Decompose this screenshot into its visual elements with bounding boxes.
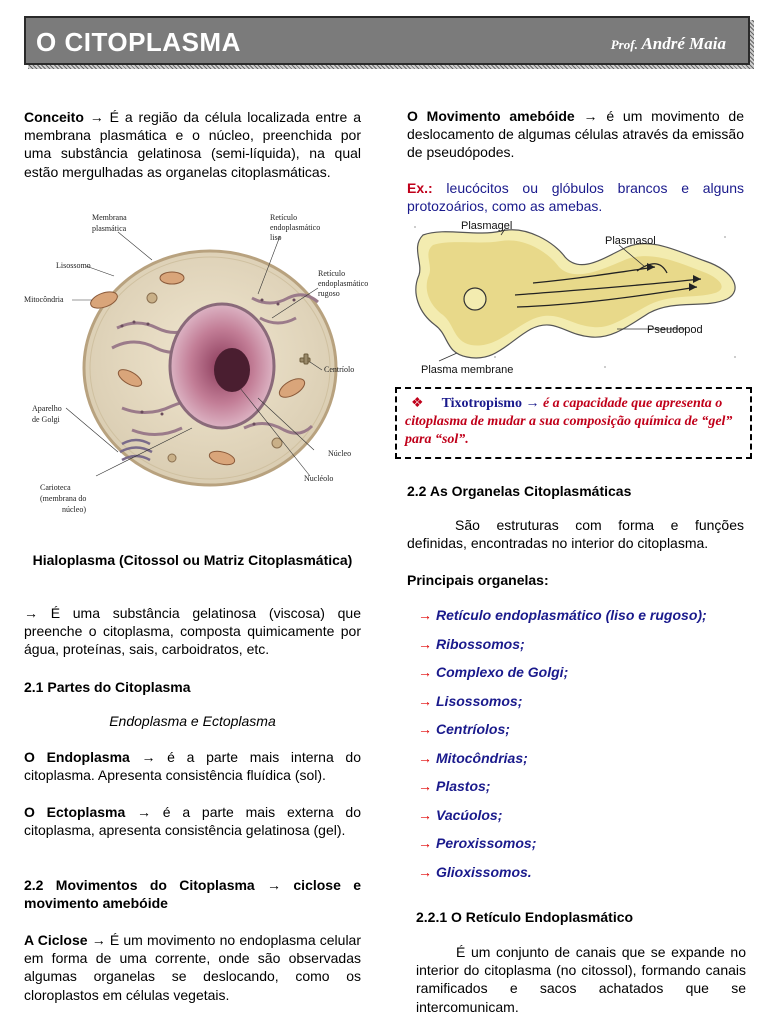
movimento-ameboide-text: → é um movimento de deslocamento de algumas células através da emissão de pseudópodes. — [407, 108, 744, 161]
endoplasma-term: O Endoplasma — [24, 749, 130, 765]
svg-text:Membrana: Membrana — [92, 213, 127, 222]
ectoplasma-paragraph — [24, 803, 361, 839]
svg-text:endoplasmático: endoplasmático — [270, 223, 321, 232]
arrow-icon: → — [418, 835, 432, 851]
arrow-icon: → — [418, 721, 432, 737]
hialoplasma-title: Hialoplasma (Citossol ou Matriz Citoplasmática) — [32, 552, 353, 568]
svg-text:Mitocôndria: Mitocôndria — [24, 295, 64, 304]
arrow-icon: → — [418, 749, 432, 766]
movimento-ameboide-paragraph — [407, 107, 744, 162]
svg-text:liso: liso — [270, 233, 282, 242]
label-plasma-membrane: Plasma membrane — [421, 364, 514, 376]
author-name: André Maia — [641, 34, 726, 53]
amoeba-diagram — [405, 217, 755, 379]
endoplasma-paragraph — [24, 748, 361, 784]
list-item: → Mitocôndrias; — [418, 749, 528, 766]
cell-diagram — [22, 208, 384, 526]
tixotropismo-text: é a capacidade que apresenta o citoplasma de mudar a sua composição química de “gel” para “sol”. — [405, 396, 733, 448]
list-item: → Lisossomos; — [418, 692, 523, 709]
svg-text:rugoso: rugoso — [318, 289, 340, 298]
exemplo-text: leucócitos ou glóbulos brancos e alguns protozoários, como as amebas. — [407, 180, 744, 215]
exemplo-paragraph — [407, 179, 744, 215]
svg-text:Retículo: Retículo — [270, 213, 298, 222]
reticulo-text: É um conjunto de canais que se expande no interior do citoplasma (no citossol), formando canais ramificados e sacos achatados que se intercomunicam. — [416, 944, 746, 1015]
list-item: → Vacúolos; — [418, 806, 503, 823]
partes-subtitle: Endoplasma e Ectoplasma — [109, 713, 276, 729]
list-item: → Retículo endoplasmático (liso e rugoso); — [418, 607, 707, 623]
tixotropismo-box — [395, 387, 752, 459]
movimentos-title: 2.2 Movimentos do Citoplasma → ciclose e movimento amebóide — [24, 877, 361, 912]
list-item: → Centríolos; — [418, 721, 510, 737]
svg-text:Carioteca: Carioteca — [40, 483, 71, 492]
ectoplasma-term: O Ectoplasma — [24, 804, 126, 820]
arrow-icon: → — [418, 664, 432, 680]
organelas-text: São estruturas com forma e funções definidas, encontradas no interior do citoplasma. — [407, 517, 744, 552]
label-pseudopod: Pseudopod — [647, 324, 703, 336]
svg-text:endoplasmático: endoplasmático — [318, 279, 369, 288]
organelle-list — [418, 606, 748, 891]
label-lisossomo: Lisossomo — [56, 261, 91, 270]
reticulo-title: 2.2.1 O Retículo Endoplasmático — [416, 909, 634, 925]
tixotropismo-term: Tixotropismo — [441, 396, 522, 411]
partes-title: 2.1 Partes do Citoplasma — [24, 679, 191, 695]
svg-text:núcleo): núcleo) — [62, 505, 86, 514]
organelas-title: 2.2 As Organelas Citoplasmáticas — [407, 483, 632, 499]
arrow-icon: → — [418, 692, 432, 709]
label-plasmasol: Plasmasol — [605, 235, 656, 247]
conceito-term: Conceito — [24, 109, 84, 125]
ectoplasma-text: → é a parte mais externa do citoplasma, apresenta consistência gelatinosa (gel). — [24, 804, 361, 839]
svg-text:Aparelho: Aparelho — [32, 404, 62, 413]
page-title: O CITOPLASMA — [36, 27, 241, 57]
ciclose-text: → É um movimento no endoplasma celular em forma de uma corrente, onde são observadas algumas organelas se deslocando, como os cloroplastos em células vegetais. — [24, 932, 362, 1003]
amoeba-nucleus — [464, 288, 486, 310]
principais-organelas-title: Principais organelas: — [407, 572, 549, 588]
author-prefix: Prof. — [610, 37, 638, 52]
conceito-text: → É a região da célula localizada entre a membrana plasmática e o núcleo, preenchida por uma substância gelatinosa (semi-líquida), na qual estão mergulhadas as organelas citoplasmáticas. — [24, 109, 361, 180]
arrow-icon: → — [418, 635, 432, 652]
hialoplasma-text: → É uma substância gelatinosa (viscosa) que preenche o citoplasma, composta quimicamente por água, proteínas, sais, carboidratos, etc. — [24, 605, 361, 658]
label-plasmagel: Plasmagel — [461, 220, 513, 232]
movimento-ameboide-term: O Movimento amebóide — [407, 108, 575, 124]
ciclose-paragraph — [24, 931, 361, 1004]
svg-text:Núcleo: Núcleo — [328, 449, 352, 458]
conceito-paragraph — [24, 108, 361, 181]
arrow-icon: → — [418, 806, 432, 823]
svg-text:Retículo: Retículo — [318, 269, 346, 278]
svg-text:de Golgi: de Golgi — [32, 415, 60, 424]
endoplasma-text: → é a parte mais interna do citoplasma. Apresenta consistência fluídica (sol). — [24, 749, 361, 784]
list-item: → Plastos; — [418, 778, 491, 794]
tixotropismo-bullet-icon: ❖ — [411, 396, 424, 411]
list-item: → Glioxissomos. — [418, 863, 532, 880]
list-item: → Ribossomos; — [418, 635, 525, 652]
svg-text:Centríolo: Centríolo — [324, 365, 355, 374]
exemplo-label: Ex.: — [407, 180, 433, 196]
list-item: → Peroxissomos; — [418, 835, 537, 851]
list-item: → Complexo de Golgi; — [418, 664, 569, 680]
svg-text:(membrana do: (membrana do — [40, 494, 87, 503]
header-bar — [24, 16, 750, 65]
nucleolus — [214, 348, 250, 392]
arrow-icon: → — [418, 607, 432, 623]
svg-text:plasmática: plasmática — [92, 224, 127, 233]
svg-text:Nucléolo: Nucléolo — [304, 474, 334, 483]
arrow-icon: → — [418, 778, 432, 794]
ciclose-term: A Ciclose — [24, 932, 88, 948]
author — [611, 33, 726, 55]
tixotropismo-arrow-icon: → — [525, 396, 540, 411]
arrow-icon: → — [418, 863, 432, 880]
